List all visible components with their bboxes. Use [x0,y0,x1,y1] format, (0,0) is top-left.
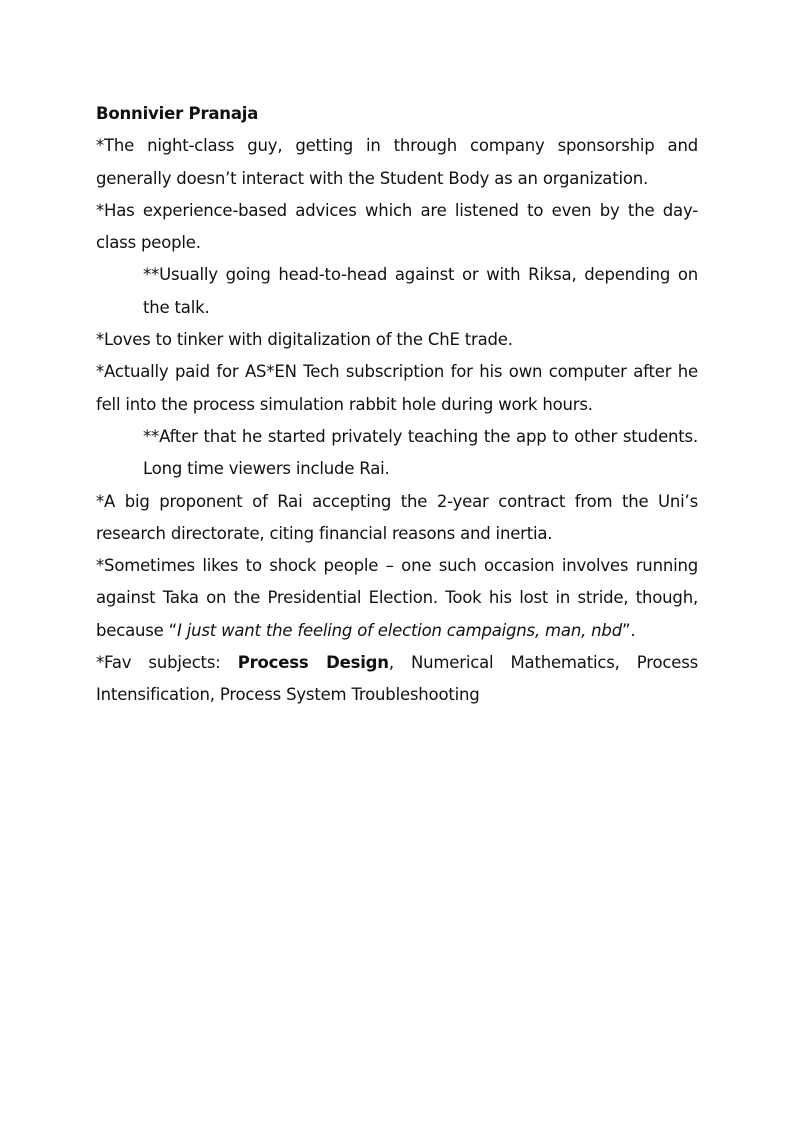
document-body [96,98,698,712]
election-text: *Sometimes likes to shock people – one such occasion involves running against Taka on the Presidential Election. Took his lost in stride, though, because “ [96,556,698,640]
trait-paragraph-2: *Has experience-based advices which are listened to even by the day-class people. [96,200,698,253]
trait-paragraph-5: *A big proponent of Rai accepting the 2-year contract from the Uni’s research directorate, citing financial reasons and inertia. [96,491,698,543]
trait-paragraph-3: *Loves to tinker with digitalization of the ChE trade. [96,330,513,350]
trait-subparagraph-2: **After that he started privately teaching the app to other students. Long time viewers include Rai. [143,426,698,479]
fav-subjects-rest: , Numerical Mathematics, Process Intensification, Process System Troubleshooting [96,653,698,705]
trait-paragraph-6 [96,550,698,647]
character-name-heading: Bonnivier Pranaja [96,104,259,123]
trait-paragraph-4: *Actually paid for AS*EN Tech subscription for his own computer after he fell into the process simulation rabbit hole during work hours. [96,362,698,414]
election-quote: I just want the feeling of election campaigns, man, nbd [177,620,622,640]
trait-paragraph-1: *The night-class guy, getting in through company sponsorship and generally doesn’t interact with the Student Body as an organization. [96,136,698,188]
fav-subjects-prefix: *Fav subjects: [96,653,238,673]
trait-subparagraph-1: **Usually going head-to-head against or with Riksa, depending on the talk. [143,265,698,317]
fav-subjects-paragraph [96,647,698,712]
election-quote-end: ”. [621,620,636,640]
fav-subject-highlight: Process Design [237,653,389,673]
